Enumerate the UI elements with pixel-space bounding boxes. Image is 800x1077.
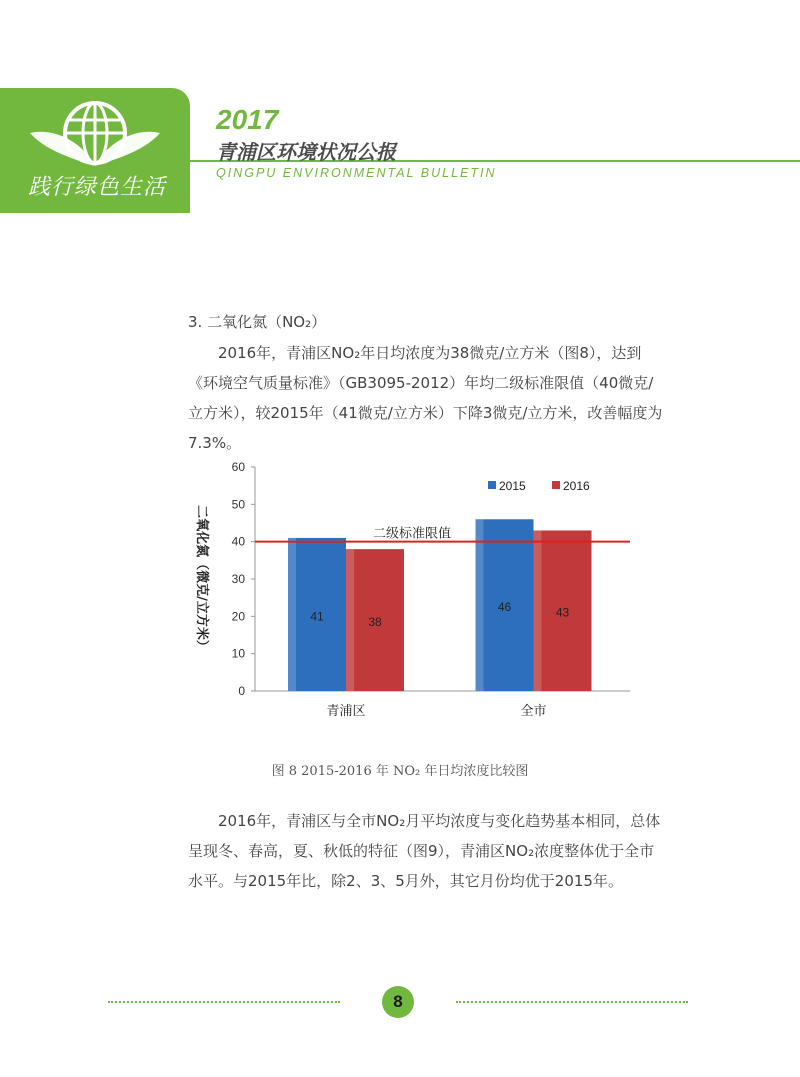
- bar-highlight: [476, 519, 484, 691]
- no2-bar-chart: [180, 455, 640, 725]
- y-tick-label: 50: [231, 497, 245, 512]
- bar-highlight: [346, 549, 354, 691]
- y-tick-label: 10: [231, 646, 245, 661]
- y-tick-label: 40: [231, 534, 245, 549]
- x-category-label: 全市: [520, 704, 547, 719]
- legend-label: 2015: [499, 479, 526, 493]
- standard-limit-label: 二级标准限值: [372, 526, 452, 542]
- legend-swatch: [488, 481, 496, 489]
- bar-highlight: [288, 538, 296, 691]
- report-year: 2017: [216, 104, 279, 135]
- footer-rule-right: [456, 1001, 688, 1003]
- paragraph-1: 2016年，青浦区NO₂年日均浓度为38微克/立方米（图8），达到《环境空气质量标准》（GB3095-2012）年均二级标准限值（40微克/立方米），较2015年（41微克/立方米）下降3微克/立方米，改善幅度为7.3%。: [188, 344, 663, 452]
- logo-slogan: 践行绿色生活: [27, 175, 166, 200]
- footer-rule-left: [108, 1001, 340, 1003]
- bar-value-label: 38: [368, 615, 382, 630]
- paragraph-2: 2016年，青浦区与全市NO₂月平均浓度与变化趋势基本相同，总体呈现冬、春高，夏、秋低的特征（图9），青浦区NO₂浓度整体优于全市水平。与2015年比，除2、3、5月外，其它月份均优于2015年。: [188, 812, 661, 890]
- legend-swatch: [552, 481, 560, 489]
- y-tick-label: 0: [238, 684, 245, 698]
- figure-caption: 图 8 2015-2016 年 NO₂ 年日均浓度比较图: [271, 764, 529, 779]
- bar-value-label: 43: [555, 605, 570, 620]
- y-tick-label: 60: [231, 460, 245, 474]
- bar-value-label: 41: [310, 609, 324, 624]
- logo-badge: [0, 88, 190, 213]
- report-title-en: QINGPU ENVIRONMENTAL BULLETIN: [216, 166, 497, 180]
- y-axis-title: 二氧化氮（微克/立方米）: [194, 505, 209, 653]
- section-heading: 3. 二氧化氮（NO₂）: [188, 313, 327, 331]
- y-tick-label: 20: [231, 609, 245, 624]
- legend-label: 2016: [563, 479, 590, 493]
- report-title: 青浦区环境状况公报: [216, 140, 396, 164]
- x-category-label: 青浦区: [326, 704, 366, 719]
- y-tick-label: 30: [231, 572, 245, 586]
- globe-leaves-icon: [0, 88, 190, 173]
- bar-value-label: 46: [497, 600, 512, 615]
- page-number: 8: [382, 986, 414, 1018]
- bar-highlight: [534, 530, 542, 691]
